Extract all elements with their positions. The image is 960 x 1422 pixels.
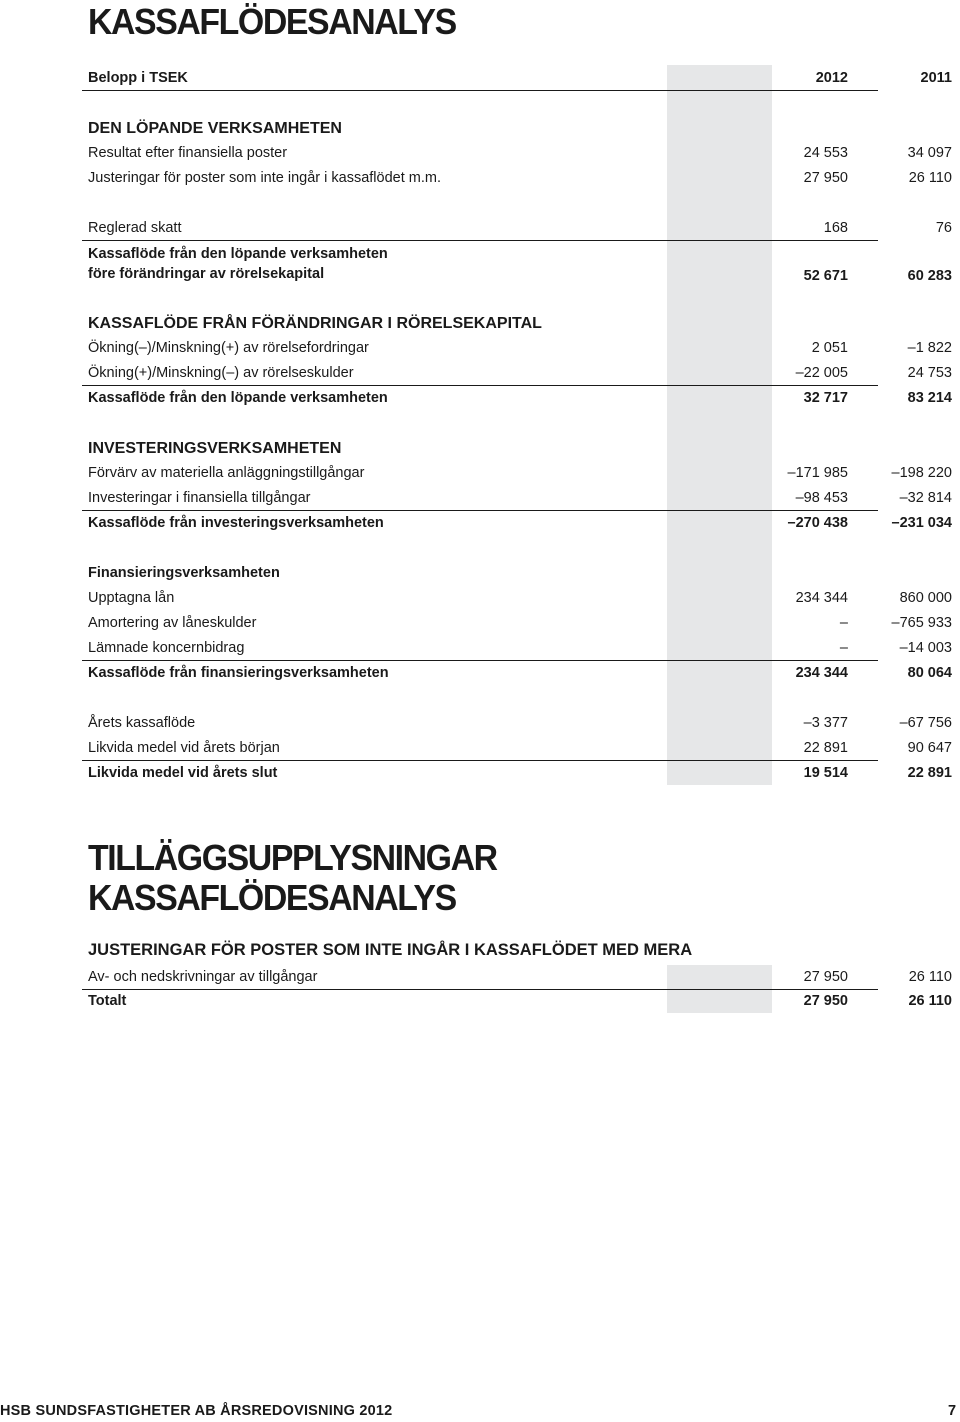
table-row: Lämnade koncernbidrag – –14 003 <box>82 636 878 661</box>
total-row-supplement: Totalt 27 950 26 110 <box>88 993 952 1009</box>
table-row: Ökning(–)/Minskning(+) av rörelsefordringar 2 051 –1 822 <box>88 340 952 356</box>
table-row: Resultat efter finansiella poster 24 553 34 097 <box>88 145 952 161</box>
table-row: Av- och nedskrivningar av tillgångar 27 950 26 110 <box>82 965 878 990</box>
table-row: Investeringar i finansiella tillgångar –98 453 –32 814 <box>82 486 878 511</box>
header-year-2011: 2011 <box>920 70 952 86</box>
table-row: Likvida medel vid årets början 22 891 90 647 <box>82 736 878 761</box>
section-title-working-capital: KASSAFLÖDE FRÅN FÖRÄNDRINGAR I RÖRELSEKAPITAL <box>88 315 542 332</box>
section-title-investing: INVESTERINGSVERKSAMHETEN <box>88 440 342 457</box>
section-title-operating: DEN LÖPANDE VERKSAMHETEN <box>88 120 342 137</box>
total-row-financing: Kassaflöde från finansieringsverksamheten 234 344 80 064 <box>88 665 952 681</box>
table-header <box>82 65 952 91</box>
page-title: KASSAFLÖDESANALYS <box>88 1 456 42</box>
supplement-subtitle: JUSTERINGAR FÖR POSTER SOM INTE INGÅR I KASSAFLÖDET MED MERA <box>88 941 693 959</box>
table-row: Amortering av låneskulder – –765 933 <box>88 615 952 631</box>
header-label: Belopp i TSEK <box>88 70 188 86</box>
table-row: Förvärv av materiella anläggningstillgångar –171 985 –198 220 <box>88 465 952 481</box>
table-row: Ökning(+)/Minskning(–) av rörelseskulder –22 005 24 753 <box>82 361 878 386</box>
supplement-title: TILLÄGGSUPPLYSNINGAR KASSAFLÖDESANALYS <box>88 837 497 918</box>
total-row-cash: Likvida medel vid årets slut 19 514 22 891 <box>88 765 952 781</box>
table-row: Upptagna lån 234 344 860 000 <box>88 590 952 606</box>
subtotal-row-operating: Kassaflöde från den löpande verksamheten före förändringar av rörelsekapital 52 671 60 283 <box>88 246 952 284</box>
page-number: 7 <box>948 1403 957 1419</box>
total-row-investing: Kassaflöde från investeringsverksamheten –270 438 –231 034 <box>88 515 952 531</box>
table-row: Reglerad skatt 168 76 <box>82 216 878 241</box>
table-row: Årets kassaflöde –3 377 –67 756 <box>88 715 952 731</box>
table-row: Justeringar för poster som inte ingår i kassaflödet m.m. 27 950 26 110 <box>88 170 952 186</box>
footer-text: HSB SUNDSFASTIGHETER AB ÅRSREDOVISNING 2012 <box>0 1403 393 1419</box>
header-year-2012: 2012 <box>815 70 848 86</box>
total-row-operating: Kassaflöde från den löpande verksamheten 32 717 83 214 <box>88 390 952 406</box>
section-title-financing: Finansieringsverksamheten <box>88 565 280 581</box>
